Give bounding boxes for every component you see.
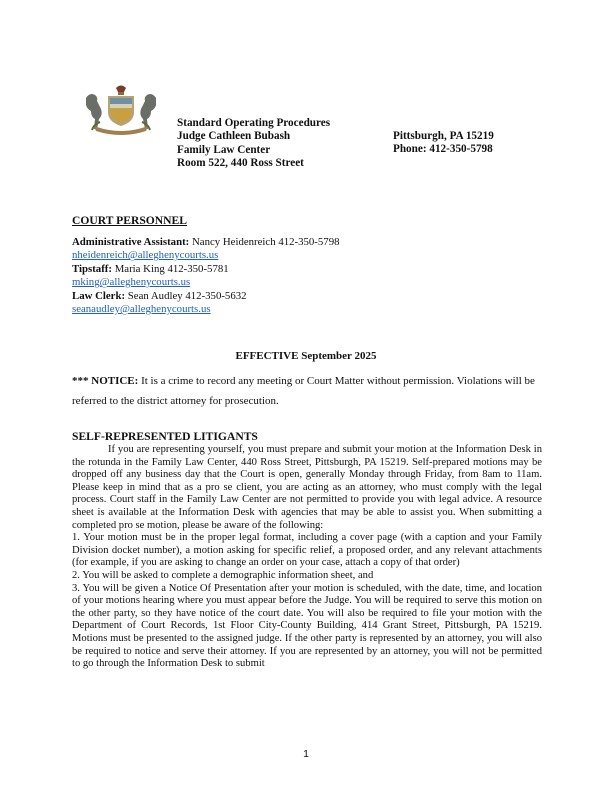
email-link[interactable]: nheidenreich@alleghenycourts.us bbox=[72, 249, 219, 262]
document-title: Standard Operating Procedures bbox=[177, 117, 331, 129]
personnel-contact: Maria King 412-350-5781 bbox=[112, 262, 229, 275]
court-personnel-heading: COURT PERSONNEL bbox=[72, 214, 188, 227]
effective-month-year: September 2025 bbox=[298, 350, 377, 362]
court-personnel-list bbox=[72, 236, 340, 316]
personnel-entry bbox=[72, 236, 340, 249]
personnel-entry bbox=[72, 290, 340, 303]
building-name: Family Law Center bbox=[177, 143, 271, 156]
notice-prefix: *** bbox=[72, 375, 92, 387]
self-represented-heading: SELF-REPRESENTED LITIGANTS bbox=[72, 430, 258, 443]
personnel-contact: Nancy Heidenreich 412-350-5798 bbox=[189, 236, 340, 248]
email-link[interactable]: mking@alleghenycourts.us bbox=[72, 276, 191, 289]
phone-number: Phone: 412-350-5798 bbox=[393, 143, 493, 156]
personnel-entry bbox=[72, 263, 340, 276]
email-link[interactable]: seanaudley@alleghenycourts.us bbox=[72, 303, 211, 316]
pennsylvania-seal-icon bbox=[80, 84, 162, 138]
personnel-role: Law Clerk: bbox=[72, 289, 126, 302]
notice-text: It is a crime to record any meeting or Court Matter without permission. Violations will be referred to the district attorney for prosecution. bbox=[72, 375, 535, 407]
list-item: 2. You will be asked to complete a demographic information sheet, and bbox=[72, 569, 374, 581]
judge-name: Judge Cathleen Bubash bbox=[177, 130, 291, 143]
notice-label: NOTICE: bbox=[91, 375, 139, 387]
header-left-block bbox=[177, 117, 330, 170]
personnel-role: Tipstaff: bbox=[72, 262, 112, 275]
personnel-contact: Sean Audley 412-350-5632 bbox=[125, 289, 247, 302]
effective-label: EFFECTIVE bbox=[235, 350, 299, 362]
room-address: Room 522, 440 Ross Street bbox=[177, 156, 304, 169]
list-item: 3. You will be given a Notice Of Presentation after your motion is scheduled, with the date, time, and location of your motions hearing where you must appear before the Judge. You will be required to serve this motion on the other party, so they have notice of the court date. You will also be required to file your motion with the Department of Court Records, 1st Floor City-County Building, 414 Grant Street, Pittsburgh, PA 15219. Motions must be presented to the assigned judge. If the other party is represented by an attorney, you will also be required to notice and serve their attorney. If you are represented by an attorney, you will not be permitted to go through the Information Desk to submit bbox=[72, 582, 542, 670]
page-number: 1 bbox=[303, 748, 309, 760]
effective-date bbox=[0, 350, 612, 362]
city-state-zip: Pittsburgh, PA 15219 bbox=[393, 130, 494, 142]
intro-paragraph: If you are representing yourself, you must prepare and submit your motion at the Information Desk in the rotunda in the Family Law Center, 440 Ross Street, Pittsburgh, PA 15219. Self-prepared motions may be dropped off any business day that the Court is open, generally Monday through Friday, from 8am to 11am. Please keep in mind that as a pro se client, you are acting as an attorney, who must comply with the legal process. Court staff in the Family Law Center are not permitted to provide you with legal advice. A resource sheet is available at the Information Desk with agencies that may be able to assist you. When submitting a completed pro se motion, please be aware of the following: bbox=[72, 444, 542, 531]
personnel-role: Administrative Assistant: bbox=[72, 236, 190, 248]
list-item: 1. Your motion must be in the proper legal format, including a cover page (with a caption and your Family Division docket number), a motion asking for specific relief, a proposed order, and any relevant attachments (for example, if you are asking to change an order on your case, attach a copy of that order) bbox=[72, 532, 542, 569]
self-represented-body bbox=[72, 444, 542, 671]
header-right-block bbox=[393, 130, 494, 157]
recording-notice bbox=[72, 371, 542, 411]
